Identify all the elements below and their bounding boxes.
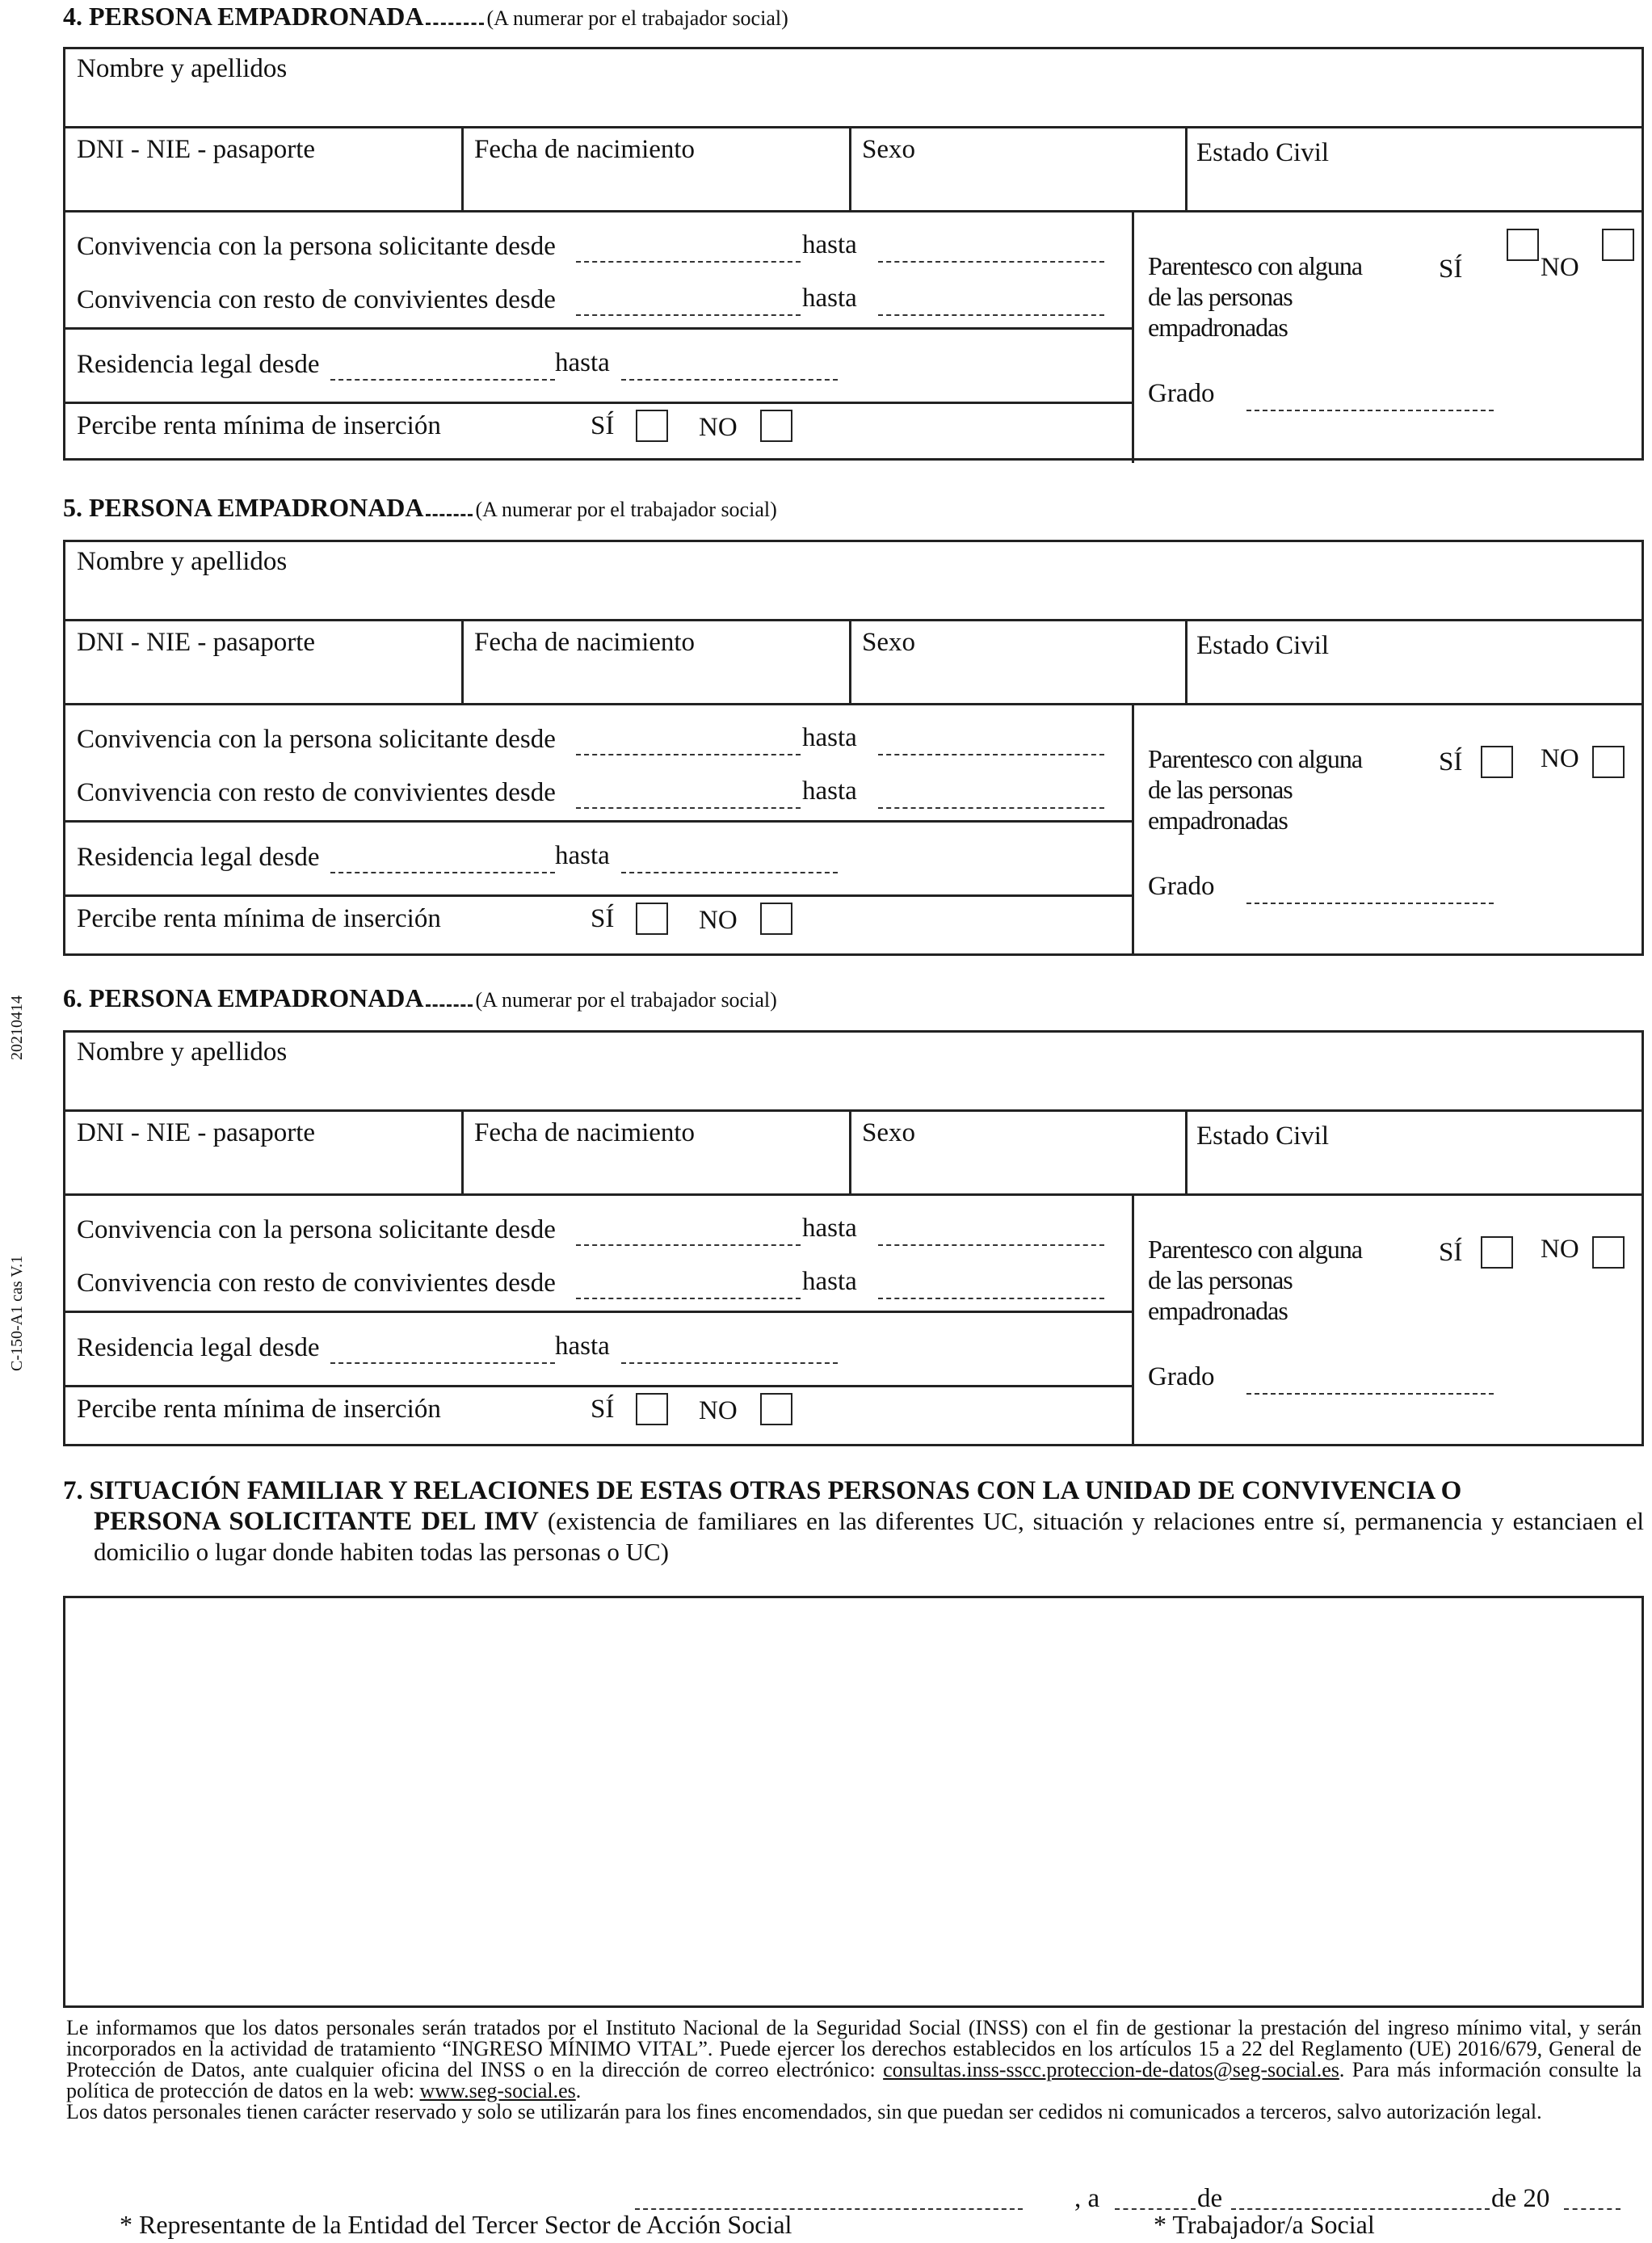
parentesco-no-checkbox[interactable] [1592,746,1625,778]
hasta-label: hasta [802,1267,857,1296]
dni-label: DNI - NIE - pasaporte [77,628,316,657]
legal-notice-2: Los datos personales tienen carácter reservado y solo se utilizarán para los fines encomendados, sin que puedan ser cedidos ni comunicados a terceros, salvo autorización legal. [66,2100,1542,2123]
de20-label: de 20 [1491,2184,1550,2213]
no-label: NO [699,1396,738,1425]
hasta-label: hasta [555,841,610,870]
parentesco-si-checkbox[interactable] [1507,229,1539,261]
conv-resto-label: Convivencia con resto de convivientes desde [77,778,556,807]
legal-notice: Le informamos que los datos personales serán tratados por el Instituto Nacional de la Seguridad Social (INSS) con el fin de gestionar la prestación del ingreso mínimo vital, y serán incorporados en la actividad de tratamiento “INGRESO MÍNIMO VITAL”. Puede ejercer los derechos establecidos en los artículos 15 a 22 del Reglamento (UE) 2016/679, General de Protección de Datos, ante cualquier oficina del INSS o en la dirección de correo electrónico: consultas.inss-sscc.proteccion-de-datos@seg-social.es. Para más información consulte la política de protección de datos en la web: www.seg-social.es. Los datos personales tienen carácter reservado y solo se utilizarán para los fines encomendados, sin que puedan ser cedidos ni comunicados a terceros, salvo autorización legal. [66,2016,1641,2123]
grado-label: Grado [1148,379,1215,408]
web-link[interactable]: www.seg-social.es [419,2079,576,2102]
si-label: SÍ [1439,1238,1463,1267]
section-7-title-b: PERSONA SOLICITANTE DEL IMV [94,1507,539,1536]
si-label: SÍ [591,1395,615,1424]
si-label: SÍ [1439,255,1463,284]
si-label: SÍ [591,904,615,933]
residencia-label: Residencia legal desde [77,843,320,872]
parentesco-label-2: de las personas [1148,1265,1293,1294]
grado-label: Grado [1148,1362,1215,1391]
birth-label: Fecha de nacimiento [474,628,696,657]
hasta-label: hasta [555,348,610,377]
person-box-5 [63,540,1644,956]
parentesco-si-checkbox[interactable] [1481,1236,1513,1269]
dni-label: DNI - NIE - pasaporte [77,135,316,164]
parentesco-label-1: Parentesco con alguna [1148,744,1363,773]
renta-label: Percibe renta mínima de inserción [77,904,441,933]
renta-si-checkbox[interactable] [636,903,668,935]
parentesco-label-2: de las personas [1148,775,1293,804]
civil-label: Estado Civil [1196,138,1330,167]
renta-no-checkbox[interactable] [760,1393,792,1425]
si-label: SÍ [591,411,615,440]
no-label: NO [699,413,738,442]
section-4-title: 4. PERSONA EMPADRONADA (A numerar por el trabajador social) [63,2,788,31]
sex-label: Sexo [862,628,915,657]
hasta-label: hasta [802,230,857,259]
grado-label: Grado [1148,872,1215,901]
hasta-label: hasta [802,776,857,806]
social-worker-label: * Trabajador/a Social [1154,2210,1375,2239]
side-date-code: 20210414 [8,995,26,1060]
sex-label: Sexo [862,1118,915,1147]
section-7-title-a: SITUACIÓN FAMILIAR Y RELACIONES DE ESTAS OTRAS PERSONAS CON LA UNIDAD DE CONVIVENCIA O [89,1476,1462,1505]
side-form-code: C-150-A1 cas V.1 [8,1255,26,1371]
si-label: SÍ [1439,747,1463,776]
no-label: NO [1541,253,1579,282]
no-label: NO [1541,744,1579,773]
name-label: Nombre y apellidos [77,1037,288,1067]
hasta-label: hasta [802,1214,857,1243]
residencia-label: Residencia legal desde [77,350,320,379]
parentesco-label-2: de las personas [1148,282,1293,311]
person-box-6 [63,1030,1644,1446]
parentesco-label-3: empadronadas [1148,806,1288,835]
section-7-number: 7. [63,1476,83,1505]
renta-no-checkbox[interactable] [760,903,792,935]
parentesco-no-checkbox[interactable] [1602,229,1634,261]
residencia-label: Residencia legal desde [77,1333,320,1362]
renta-label: Percibe renta mínima de inserción [77,1395,441,1424]
renta-si-checkbox[interactable] [636,410,668,442]
parentesco-label-1: Parentesco con alguna [1148,1235,1363,1264]
section-7-text-area[interactable] [63,1596,1644,2008]
hasta-label: hasta [802,723,857,752]
civil-label: Estado Civil [1196,1122,1330,1151]
a-label: , a [1074,2184,1100,2213]
no-label: NO [699,906,738,935]
hasta-label: hasta [555,1332,610,1361]
renta-no-checkbox[interactable] [760,410,792,442]
no-label: NO [1541,1235,1579,1264]
person-box-4 [63,47,1644,461]
de-label: de [1197,2184,1223,2213]
privacy-email-link[interactable]: consultas.inss-sscc.proteccion-de-datos@seg-social.es [883,2058,1339,2081]
name-label: Nombre y apellidos [77,54,288,83]
parentesco-label-1: Parentesco con alguna [1148,251,1363,280]
civil-label: Estado Civil [1196,631,1330,660]
conv-resto-label: Convivencia con resto de convivientes desde [77,285,556,314]
conv-solicitante-label: Convivencia con la persona solicitante desde [77,1215,556,1244]
conv-solicitante-label: Convivencia con la persona solicitante desde [77,725,556,754]
parentesco-si-checkbox[interactable] [1481,746,1513,778]
conv-solicitante-label: Convivencia con la persona solicitante desde [77,232,556,261]
hasta-label: hasta [802,284,857,313]
name-label: Nombre y apellidos [77,547,288,576]
section-7-heading [63,1475,1644,1568]
birth-label: Fecha de nacimiento [474,1118,696,1147]
birth-label: Fecha de nacimiento [474,135,696,164]
parentesco-no-checkbox[interactable] [1592,1236,1625,1269]
year-line[interactable] [1564,2208,1620,2210]
renta-si-checkbox[interactable] [636,1393,668,1425]
parentesco-label-3: empadronadas [1148,1296,1288,1325]
parentesco-label-3: empadronadas [1148,313,1288,342]
sex-label: Sexo [862,135,915,164]
conv-resto-label: Convivencia con resto de convivientes desde [77,1269,556,1298]
renta-label: Percibe renta mínima de inserción [77,411,441,440]
section-7-description-b: estanciaen el domicilio o lugar donde habiten todas las personas o UC) [94,1507,1645,1566]
section-6-title: 6. PERSONA EMPADRONADA (A numerar por el trabajador social) [63,983,777,1012]
section-7-description-a: (existencia de familiares en las diferentes UC, situación y relaciones entre sí, permanencia y [547,1507,1504,1535]
dni-label: DNI - NIE - pasaporte [77,1118,316,1147]
section-5-title: 5. PERSONA EMPADRONADA (A numerar por el trabajador social) [63,493,777,522]
representative-label: * Representante de la Entidad del Tercer Sector de Acción Social [120,2210,792,2239]
